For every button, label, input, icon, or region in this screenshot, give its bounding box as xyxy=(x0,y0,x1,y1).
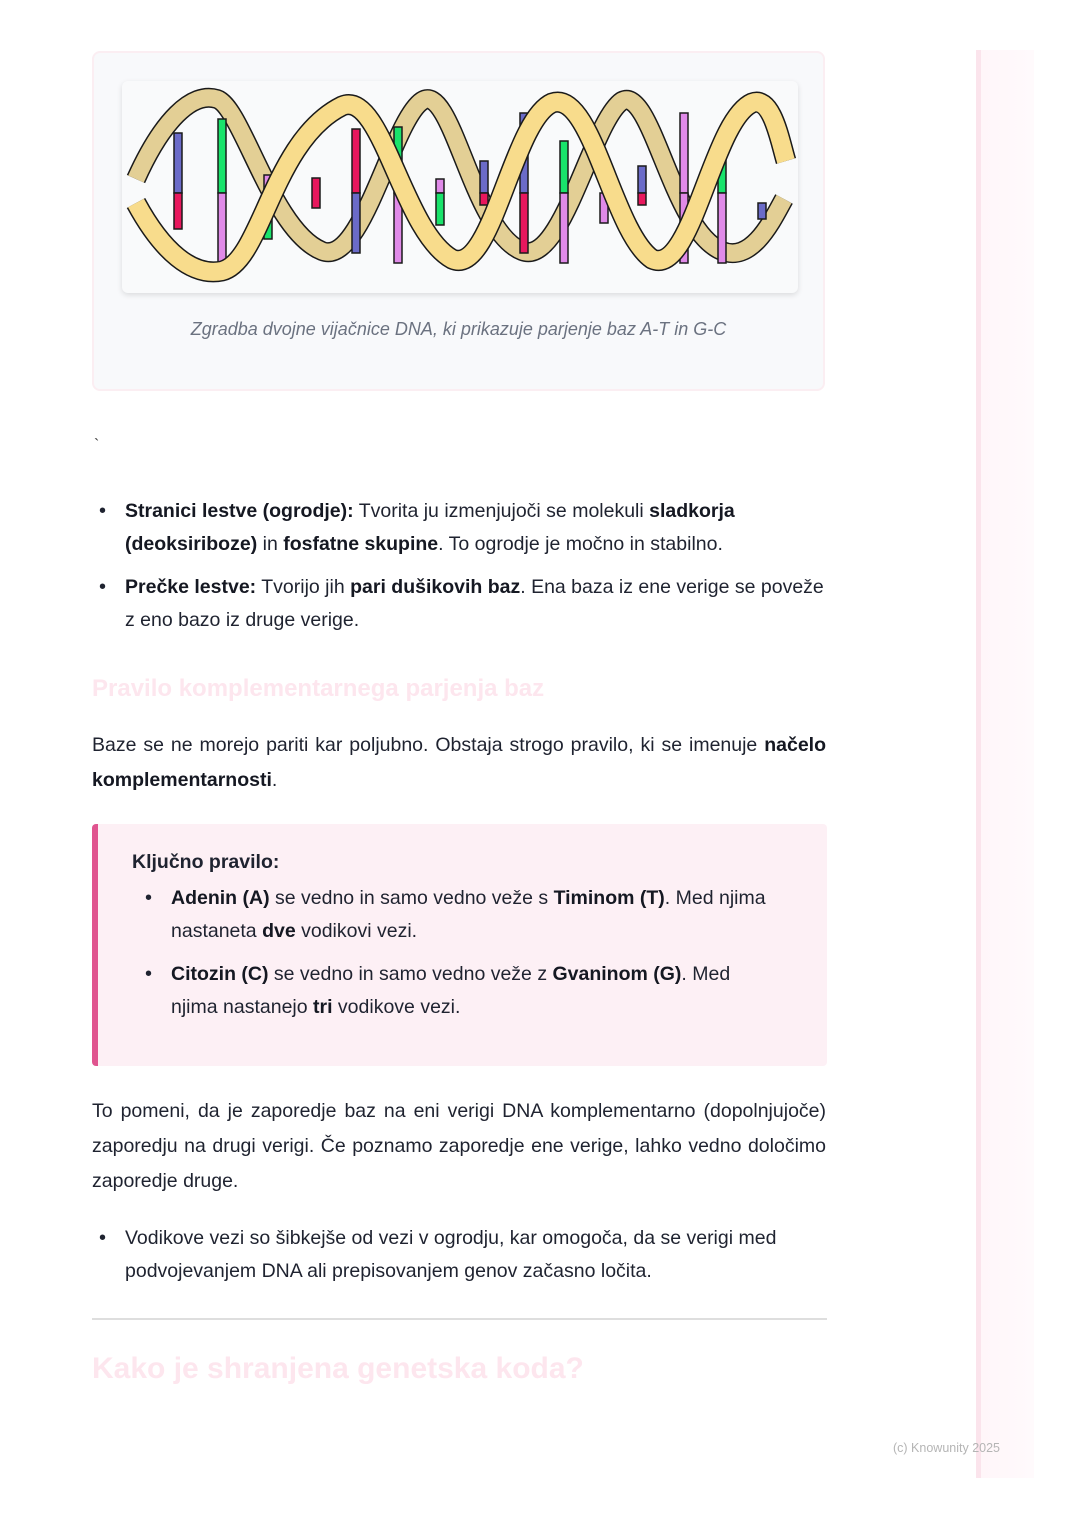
side-decoration xyxy=(976,50,1034,1478)
section-heading: Kako je shranjena genetska koda? xyxy=(92,1352,584,1385)
paragraph: To pomeni, da je zaporedje baz na eni verigi DNA komplementarno (dopolnjujoče) zaporedju na drugi verigi. Če poznamo zaporedje ene verige, lahko vedno določimo zaporedje druge. xyxy=(92,1100,826,1192)
section-heading: Pravilo komplementarnega parjenja baz xyxy=(92,675,545,702)
copyright-footer: (c) Knowunity 2025 xyxy=(893,1441,1001,1455)
figure-card xyxy=(92,51,825,391)
figure-caption: Zgradba dvojne vijačnice DNA, ki prikazuje parjenje baz A-T in G-C xyxy=(190,319,727,339)
paragraph: Baze se ne morejo pariti kar poljubno. Obstaja strogo pravilo, ki se imenuje načelo komplementarnosti. xyxy=(92,734,826,791)
callout-list xyxy=(138,882,778,1034)
list-item: • Vodikove vezi so šibkejše od vezi v ogrodju, kar omogoča, da se verigi med podvojevanjem DNA ali prepisovanjem genov začasno ločita. xyxy=(92,1222,832,1288)
callout-title: Ključno pravilo: xyxy=(132,851,280,873)
list-item: • Adenin (A) se vedno in samo vedno veže s Timinom (T). Med njima nastaneta dve vodikovi vezi. xyxy=(138,882,778,948)
dna-helix-icon xyxy=(122,81,798,293)
list-item: • Citozin (C) se vedno in samo vedno veže z Gvaninom (G). Med njima nastanejo tri vodikove vezi. xyxy=(138,958,778,1024)
list-item: • Prečke lestve: Tvorijo jih pari dušikovih baz. Ena baza iz ene verige se poveže z eno bazo iz druge verige. xyxy=(92,571,832,637)
divider xyxy=(92,1318,827,1320)
key-rule-callout xyxy=(92,824,827,1066)
dna-helix-image xyxy=(122,81,798,293)
list-item: • Stranici lestve (ogrodje): Tvorita ju izmenjujoči se molekuli sladkorja (deoksiriboze) in fosfatne skupine. To ogrodje je močno in stabilno. xyxy=(92,495,832,561)
stray-character: ` xyxy=(94,437,100,454)
structure-list xyxy=(92,495,832,647)
hydrogen-bond-list xyxy=(92,1222,832,1288)
